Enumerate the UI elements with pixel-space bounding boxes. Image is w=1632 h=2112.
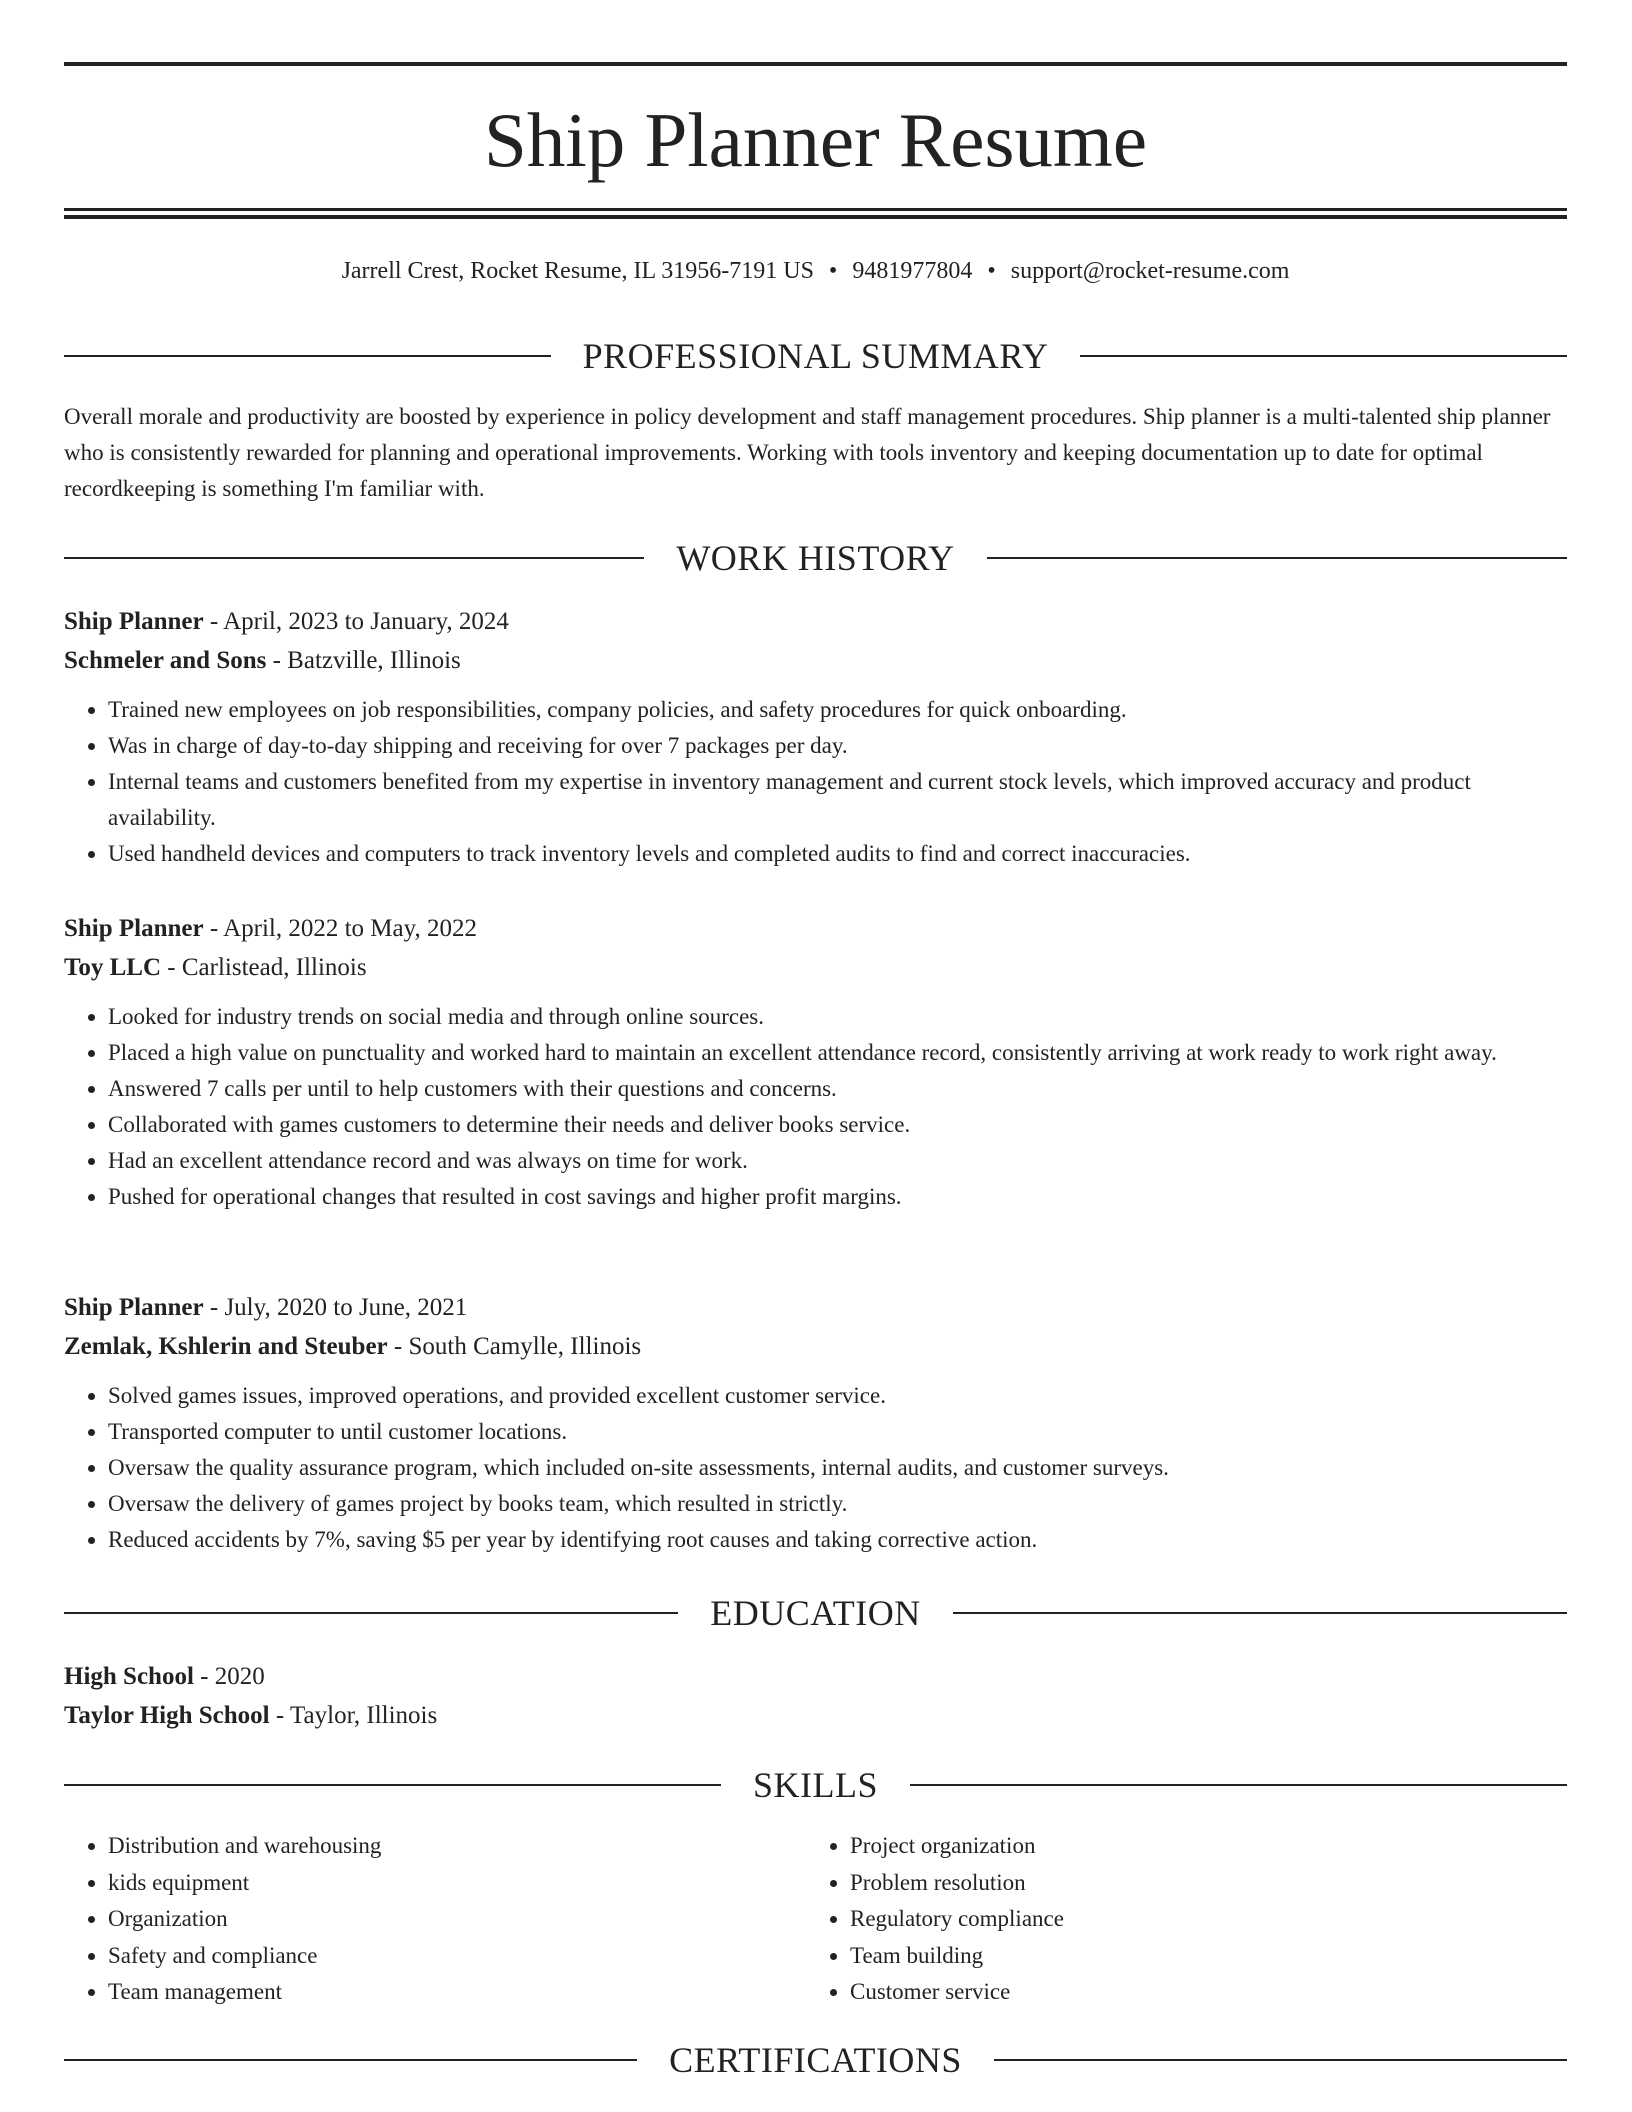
education-school: Taylor High School <box>64 1702 270 1729</box>
list-item: • Collaborated with games customers to determine their needs and deliver books service. <box>108 1107 1567 1143</box>
divider <box>1080 355 1567 357</box>
list-item: • Answered 7 calls per until to help customers with their questions and concerns. <box>108 1071 1567 1107</box>
section-header-skills <box>64 1763 1567 1807</box>
education-degree-line <box>64 1657 1567 1696</box>
resume-title: Ship Planner Resume <box>484 97 1147 183</box>
education-entry <box>64 1657 1567 1735</box>
contact-email: support@rocket-resume.com <box>1010 258 1290 284</box>
skill-item: • Problem resolution <box>850 1865 1548 1902</box>
job-company: Zemlak, Kshlerin and Steuber <box>64 1333 388 1360</box>
contact-line <box>64 254 1567 288</box>
job-bullets <box>64 1378 1567 1558</box>
divider <box>994 2059 1567 2061</box>
list-item: • Solved games issues, improved operations, and provided excellent customer service. <box>108 1378 1567 1414</box>
job-company-line <box>64 948 1567 987</box>
section-header-work-history <box>64 536 1567 580</box>
skill-item: • Safety and compliance <box>108 1938 806 1975</box>
summary-text: Overall morale and productivity are boosted by experience in policy development and staff management procedures. Ship planner is a multi-talented ship planner who is consistently rewarded for planning and operational improvements. Working with tools inventory and keeping documentation up to date for optimal recordkeeping is something I'm familiar with. <box>64 404 1551 501</box>
divider <box>987 557 1567 559</box>
contact-separator: • <box>987 258 996 284</box>
education-location: - Taylor, Illinois <box>269 1702 438 1729</box>
skill-item: • Organization <box>108 1901 806 1938</box>
job-bullets <box>64 999 1567 1215</box>
skills-column-left <box>64 1828 806 2011</box>
skill-item: • Team management <box>108 1974 806 2011</box>
skill-item: • Regulatory compliance <box>850 1901 1548 1938</box>
list-item: • Reduced accidents by 7%, saving $5 per year by identifying root causes and taking corrective action. <box>108 1522 1567 1558</box>
section-header-certifications <box>64 2038 1567 2082</box>
job-company-line <box>64 641 1567 680</box>
list-item: • Internal teams and customers benefited from my expertise in inventory management and current stock levels, which improved accuracy and product availability. <box>108 764 1567 836</box>
job-title-line <box>64 602 1567 641</box>
skill-item: • Team building <box>850 1938 1548 1975</box>
list-item: • Placed a high value on punctuality and worked hard to maintain an excellent attendance record, consistently arriving at work ready to work right away. <box>108 1035 1567 1071</box>
top-rule <box>64 62 1567 66</box>
list-item: • Had an excellent attendance record and was always on time for work. <box>108 1143 1567 1179</box>
divider <box>953 1612 1567 1614</box>
divider <box>64 355 551 357</box>
list-item: • Oversaw the delivery of games project by books team, which resulted in strictly. <box>108 1486 1567 1522</box>
job-company: Schmeler and Sons <box>64 647 267 674</box>
section-title: CERTIFICATIONS <box>669 2040 962 2080</box>
job-entry <box>64 909 1567 1215</box>
list-item: • Transported computer to until customer locations. <box>108 1414 1567 1450</box>
job-location: - Batzville, Illinois <box>266 647 461 674</box>
divider <box>910 1784 1567 1786</box>
education-school-line <box>64 1696 1567 1735</box>
skills-list <box>64 1828 1567 2011</box>
job-company-line <box>64 1327 1567 1366</box>
section-title: PROFESSIONAL SUMMARY <box>582 336 1049 376</box>
contact-phone: 9481977804 <box>852 258 973 284</box>
title-rule-upper <box>64 208 1567 211</box>
skill-item: • Customer service <box>850 1974 1548 2011</box>
job-dates: - April, 2023 to January, 2024 <box>203 608 509 635</box>
divider <box>64 2059 637 2061</box>
section-title: SKILLS <box>753 1765 879 1805</box>
list-item: • Pushed for operational changes that resulted in cost savings and higher profit margins. <box>108 1179 1567 1215</box>
job-dates: - July, 2020 to June, 2021 <box>203 1294 468 1321</box>
divider <box>64 1784 721 1786</box>
list-item: • Was in charge of day-to-day shipping and receiving for over 7 packages per day. <box>108 728 1567 764</box>
job-entry <box>64 602 1567 872</box>
list-item: • Oversaw the quality assurance program, which included on-site assessments, internal audits, and customer surveys. <box>108 1450 1567 1486</box>
skill-item: • kids equipment <box>108 1865 806 1902</box>
job-entry <box>64 1288 1567 1558</box>
section-header-education <box>64 1591 1567 1635</box>
contact-address: Jarrell Crest, Rocket Resume, IL 31956-7191 US <box>341 258 814 284</box>
job-dates: - April, 2022 to May, 2022 <box>203 915 477 942</box>
skill-item: • Distribution and warehousing <box>108 1828 806 1865</box>
job-title-line <box>64 909 1567 948</box>
job-title: Ship Planner <box>64 915 204 942</box>
list-item: • Trained new employees on job responsibilities, company policies, and safety procedures for quick onboarding. <box>108 692 1567 728</box>
divider <box>64 1612 678 1614</box>
job-title: Ship Planner <box>64 608 204 635</box>
list-item: • Looked for industry trends on social media and through online sources. <box>108 999 1567 1035</box>
list-item: • Used handheld devices and computers to track inventory levels and completed audits to find and correct inaccuracies. <box>108 836 1567 872</box>
job-location: - South Camylle, Illinois <box>387 1333 642 1360</box>
contact-separator: • <box>828 258 838 284</box>
job-location: - Carlistead, Illinois <box>161 954 367 981</box>
skills-column-right <box>806 1828 1548 2011</box>
job-title: Ship Planner <box>64 1294 204 1321</box>
divider <box>64 557 644 559</box>
education-degree: High School <box>64 1663 194 1690</box>
job-bullets <box>64 692 1567 872</box>
skill-item: • Project organization <box>850 1828 1548 1865</box>
section-title: WORK HISTORY <box>676 538 955 578</box>
title-rule-lower <box>64 215 1567 219</box>
job-title-line <box>64 1288 1567 1327</box>
section-header-summary <box>64 334 1567 378</box>
education-year: - 2020 <box>193 1663 265 1690</box>
section-title: EDUCATION <box>710 1593 921 1633</box>
job-company: Toy LLC <box>64 954 162 981</box>
